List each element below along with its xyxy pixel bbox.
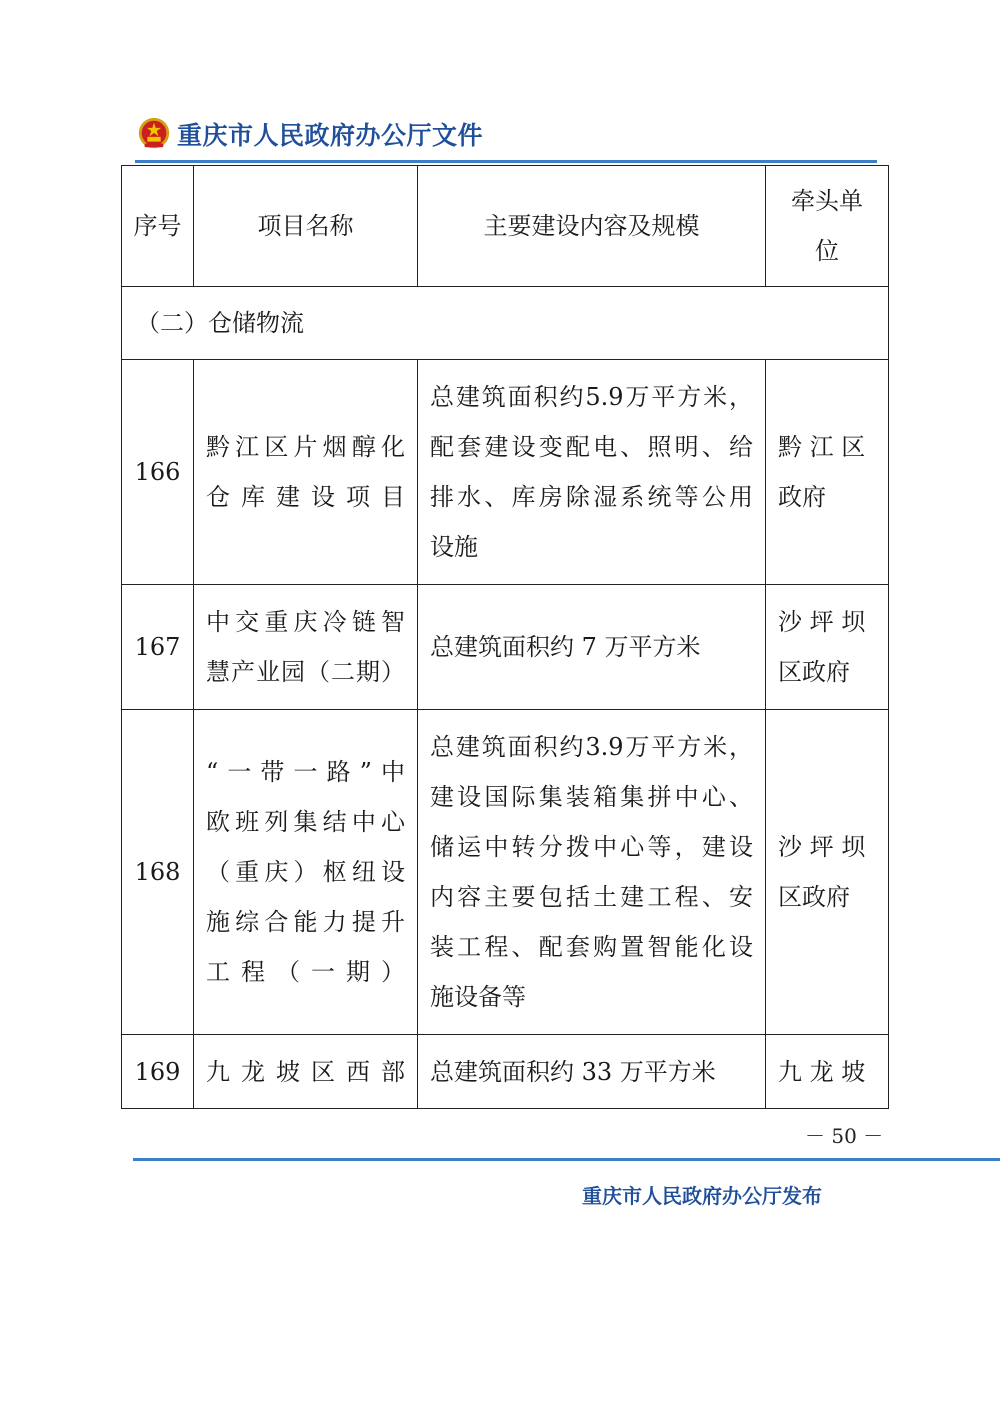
row-content-line: 总建筑面积约5.9万平方米， (430, 383, 753, 411)
row-content (418, 360, 766, 585)
row-name (194, 360, 418, 585)
row-content-line: 内容主要包括土建工程、安 (430, 883, 753, 911)
column-header-name: 项目名称 (194, 166, 418, 287)
row-name-line: 九 龙 坡 区 西 部 (206, 1057, 405, 1086)
row-name-line: “一带一路”中 (206, 758, 405, 786)
row-name (194, 1035, 418, 1109)
footer-divider (133, 1158, 1000, 1161)
row-unit-line: 沙 坪 坝 (778, 608, 866, 636)
column-header-content: 主要建设内容及规模 (418, 166, 766, 287)
document-header (135, 112, 483, 156)
row-content (418, 1035, 766, 1109)
column-header-num: 序号 (122, 166, 194, 287)
row-unit (766, 1035, 889, 1109)
row-content-line: 装工程、配套购置智能化设 (430, 933, 753, 961)
row-content-line: 排水、库房除湿系统等公用 (430, 483, 753, 511)
row-content (418, 710, 766, 1035)
header-title: 重庆市人民政府办公厅文件 (177, 121, 484, 150)
row-name-line: 中交重庆冷链智 (206, 608, 405, 636)
row-content-line: 配套建设变配电、照明、给 (430, 433, 753, 461)
table-row (122, 1035, 889, 1109)
row-unit-line: 区政府 (778, 883, 850, 911)
column-header-unit-line1: 牵头单 (791, 187, 863, 215)
row-unit (766, 710, 889, 1035)
table-row (122, 360, 889, 585)
row-content-line: 总建筑面积约 33 万平方米 (430, 1057, 716, 1086)
section-title: （二）仓储物流 (122, 287, 889, 360)
row-unit-line: 政府 (778, 483, 826, 511)
column-header-unit (766, 166, 889, 287)
row-unit (766, 585, 889, 710)
row-name-line: （重庆）枢纽设 (206, 858, 405, 886)
row-unit-line: 区政府 (778, 658, 850, 686)
row-name-line: 仓库建设项目 (206, 483, 405, 511)
column-header-unit-line2: 位 (815, 237, 839, 265)
row-num: 169 (122, 1035, 194, 1109)
table-row (122, 585, 889, 710)
row-unit (766, 360, 889, 585)
row-unit-line: 沙 坪 坝 (778, 833, 866, 861)
row-content-line: 设施 (430, 533, 478, 561)
row-content-line: 建设国际集装箱集拼中心、 (430, 783, 753, 811)
row-name (194, 710, 418, 1035)
row-name-line: 慧产业园（二期） (206, 658, 405, 686)
row-num: 167 (122, 585, 194, 710)
row-num: 166 (122, 360, 194, 585)
project-table (121, 165, 889, 1109)
row-content (418, 585, 766, 710)
table-row (122, 710, 889, 1035)
national-emblem-icon (135, 115, 173, 153)
row-unit-line: 黔 江 区 (778, 433, 866, 461)
table-header-row (122, 166, 889, 287)
section-row (122, 287, 889, 360)
row-name-line: 施综合能力提升 (206, 908, 405, 936)
footer-publisher: 重庆市人民政府办公厅发布 (582, 1184, 822, 1208)
row-name-line: 欧班列集结中心 (206, 808, 405, 836)
header-divider (135, 160, 877, 163)
row-name-line: 黔江区片烟醇化 (206, 433, 405, 461)
page-number: － 50 － (805, 1124, 884, 1148)
row-content-line: 总建筑面积约 7 万平方米 (430, 633, 701, 661)
row-num: 168 (122, 710, 194, 1035)
row-name-line: 工程（一期） (206, 958, 405, 986)
row-unit-line: 九 龙 坡 (778, 1057, 866, 1086)
row-content-line: 总建筑面积约3.9万平方米， (430, 733, 753, 761)
row-content-line: 储运中转分拨中心等，建设 (430, 833, 753, 861)
row-content-line: 施设备等 (430, 983, 526, 1011)
row-name (194, 585, 418, 710)
